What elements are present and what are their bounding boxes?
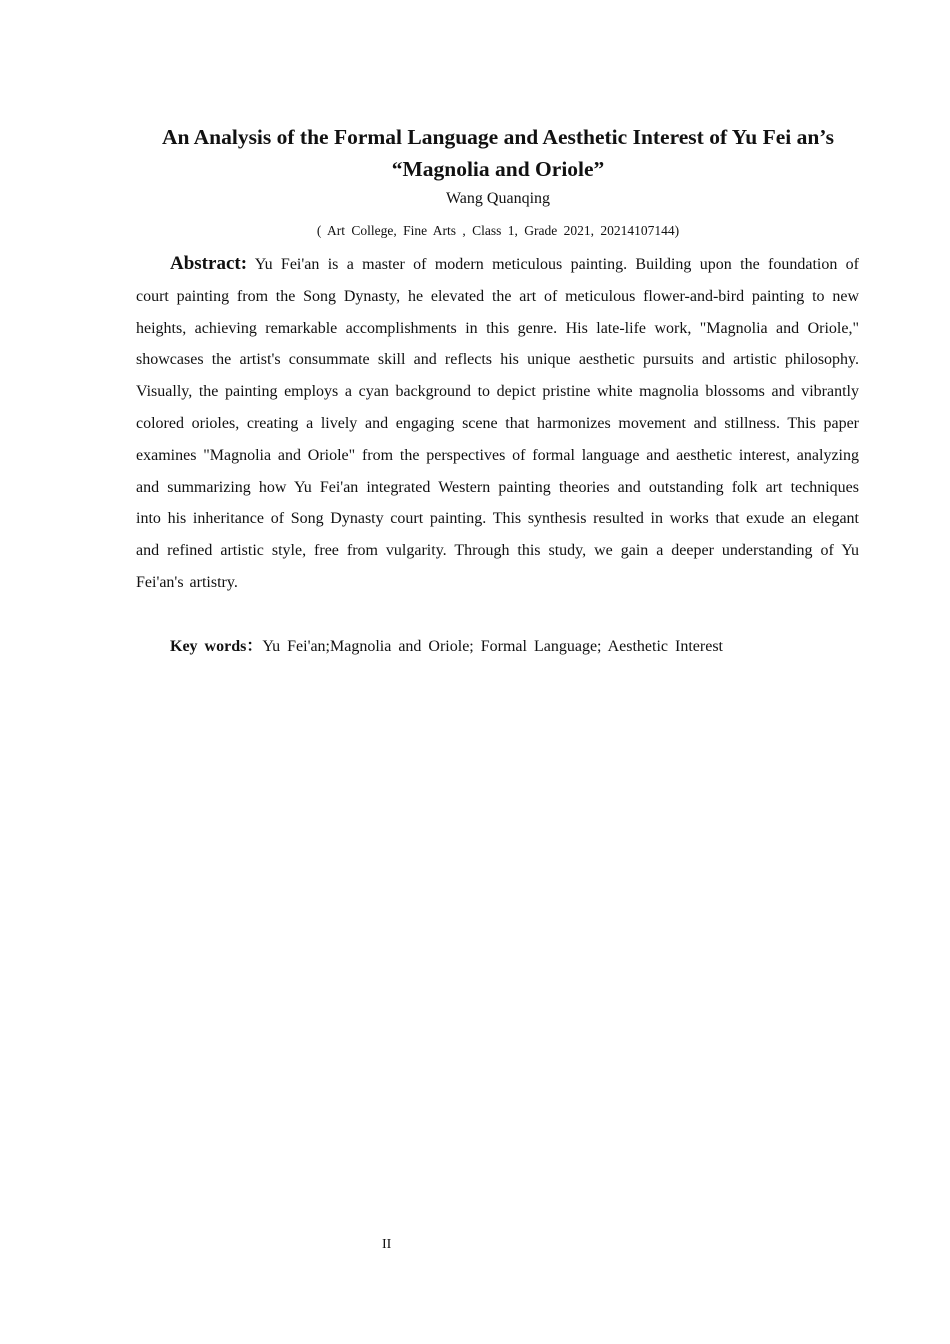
abstract-text: Yu Fei'an is a master of modern meticulous painting. Building upon the foundation of court painting from the Song Dynasty, he elevated the art of meticulous flower-and-bird painting to new heights, achieving remarkable accomplishments in this genre. His late-life work, "Magnolia and Oriole," showcases the artist's consummate skill and reflects his unique aesthetic pursuits and artistic philosophy. Visually, the painting employs a cyan background to depict pristine white magnolia blossoms and vibrantly colored orioles, creating a lively and engaging scene that harmonizes movement and stillness. This paper examines "Magnolia and Oriole" from the perspectives of formal language and aesthetic interest, analyzing and summarizing how Yu Fei'an integrated Western painting theories and outstanding folk art techniques into his inheritance of Song Dynasty court painting. This synthesis resulted in works that exude an elegant and refined artistic style, free from vulgarity. Through this study, we gain a deeper understanding of Yu Fei'an's artistry.	[136, 256, 860, 591]
abstract-paragraph	[136, 248, 859, 599]
paper-title-line-2: “Magnolia and Oriole”	[391, 157, 605, 181]
author-name: Wang Quanqing	[445, 190, 551, 207]
paper-title	[100, 121, 896, 185]
keywords-text: Yu Fei'an;Magnolia and Oriole; Formal Language; Aesthetic Interest	[262, 638, 723, 655]
author-affiliation: ( Art College, Fine Arts , Class 1, Grade 2021, 20214107144)	[316, 223, 680, 238]
abstract-label: Abstract:	[170, 253, 248, 274]
page-number: II	[382, 1237, 392, 1252]
paper-title-line-1: An Analysis of the Formal Language and Aesthetic Interest of Yu Fei an’s	[161, 125, 835, 149]
keywords-line	[170, 634, 870, 660]
keywords-label: Key words：	[170, 638, 263, 655]
